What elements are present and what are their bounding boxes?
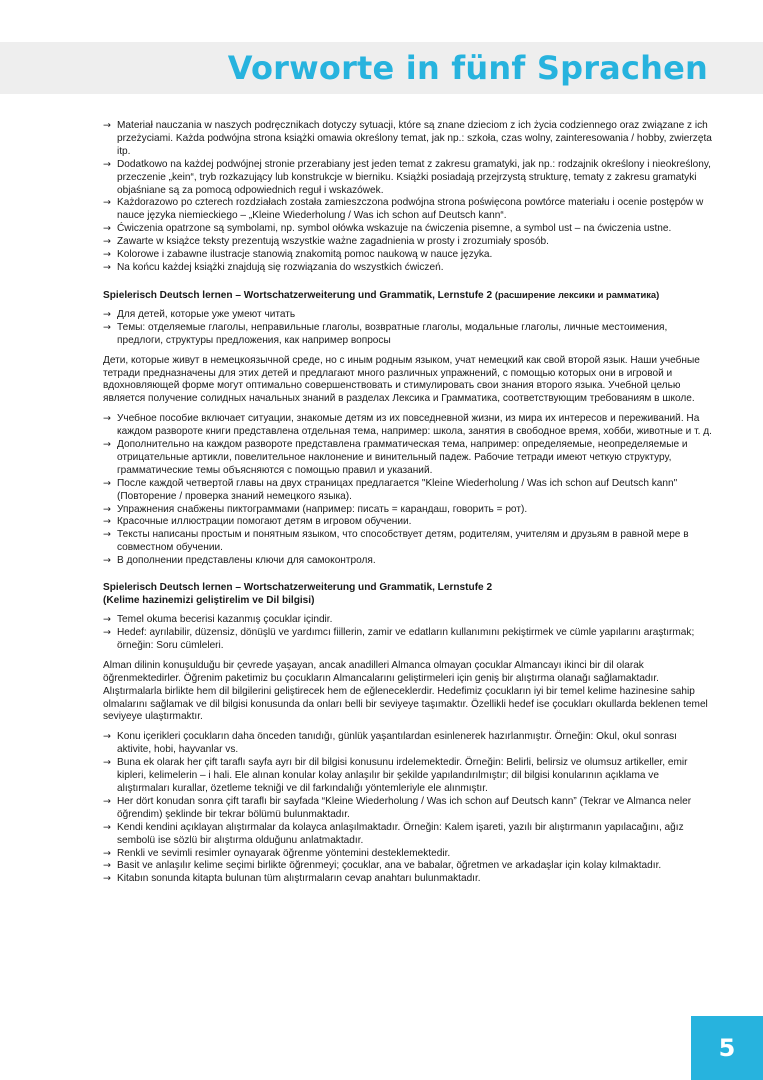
list-item [103,860,713,873]
list-item-text: Дополнительно на каждом развороте представлена грамматическая тема, например: определяемые, неопределяемые и отрицательные артикли, повелительное наклонение и винительный падеж. Рабочие тетради имеют четкую структуру, грамматические темы объясняются с помощью правил и указаний. [117,439,688,476]
list-item-text: Для детей, которые уже умеют читать [117,308,296,320]
arrow-icon: → [103,516,111,528]
arrow-icon: → [103,627,111,638]
list-item-text: Temel okuma becerisi kazanmış çocuklar içindir. [117,614,333,626]
arrow-icon: → [103,321,111,333]
arrow-icon: → [103,503,111,515]
russian-heading-subtitle: (расширение лексики и рамматика) [494,288,660,300]
list-item-text: Ćwiczenia opatrzone są symbolami, np. symbol ołówka wskazuje na ćwiczenia pisemne, a symbol ust – na ćwiczenia ustne. [117,223,672,235]
turkish-section-heading [103,581,713,607]
list-item [103,822,713,848]
list-item [103,197,713,223]
turkish-heading-title: Spielerisch Deutsch lernen – Wortschatzerweiterung und Grammatik, Lernstufe 2 [103,582,493,594]
list-item-text: Красочные иллюстрации помогают детям в игровом обучении. [117,516,412,528]
arrow-icon: → [103,120,111,131]
list-item [103,223,713,236]
arrow-icon: → [103,860,111,872]
list-item [103,614,713,627]
list-item [103,731,713,757]
list-item-text: Тексты написаны простым и понятным языком, что способствует детям, родителям, учителям и друзьям в равной мере в совместном обучении. [117,529,689,554]
list-item-text: Renkli ve sevimli resimler oynayarak öğrenme yöntemini desteklemektedir. [117,847,451,859]
arrow-icon: → [103,261,111,273]
list-item-text: Buna ek olarak her çift taraflı sayfa ayrı bir dil bilgisi konusunu irdelemektedir. Örneğin: Belirli, belirsiz ve olumsuz artikeller, emir kipleri, kelimelerin – i hali. Ele alınan konular kolay anlaşılır bir şekilde yapılandırılmıştır; dil bilgisi konularının açıklama ve alıştırmaları kurallar, özetleme tekniği ve dil farkındalığı yöntemleriyle ele alınmıştır. [117,757,688,794]
list-item-text: Kitabın sonunda kitapta bulunan tüm alıştırmaların cevap anahtarı bulunmaktadır. [117,873,481,885]
arrow-icon: → [103,308,111,320]
arrow-icon: → [103,413,111,425]
list-item [103,439,713,478]
russian-section-heading [103,288,713,302]
arrow-icon: → [103,236,111,248]
arrow-icon: → [103,249,111,261]
arrow-icon: → [103,197,111,209]
list-item [103,555,713,568]
list-item [103,478,713,504]
list-item [103,757,713,796]
list-item [103,322,713,348]
arrow-icon: → [103,477,111,489]
arrow-icon: → [103,555,111,567]
russian-heading-title: Spielerisch Deutsch lernen – Wortschatzerweiterung und Grammatik, Lernstufe 2 [103,289,493,301]
arrow-icon: → [103,731,111,743]
list-item-text: Kendi kendini açıklayan alıştırmalar da kolayca anlaşılmaktadır. Örneğin: Kalem işareti, yazılı bir alıştırmanın yapılacağını, ağız sembolü ise sözlü bir alıştırma olduğunu anlatmaktadır. [117,821,684,846]
arrow-icon: → [103,223,111,235]
list-item-text: Każdorazowo po czterech rozdziałach została zamieszczona podwójna strona poświęcona powtórce materiału i ocenie postępów w nauce języka niemieckiego – „Kleine Wiederholung / Was ich schon auf Deutsch kann“. [117,197,704,222]
turkish-heading-subtitle: (Kelime hazinemizi geliştirelim ve Dil bilgisi) [103,595,315,607]
turkish-intro-list [103,614,713,653]
arrow-icon: → [103,873,111,885]
list-item-text: Na końcu każdej książki znajdują się rozwiązania do wszystkich ćwiczeń. [117,261,444,273]
list-item-text: Basit ve anlaşılır kelime seçimi birlikte öğrenmeyi; çocuklar, ana ve babalar, öğretmen ve arkadaşlar için kolay kılmaktadır. [117,860,662,872]
arrow-icon: → [103,158,111,170]
arrow-icon: → [103,847,111,859]
list-item [103,796,713,822]
polish-bullet-list [103,120,713,275]
list-item-text: Zawarte w książce teksty prezentują wszystkie ważne zagadnienia w prosty i zrozumiały sposób. [117,236,549,248]
list-item [103,249,713,262]
list-item-text: После каждой четвертой главы на двух страницах предлагается "Kleine Wiederholung / Was ich schon auf Deutsch kann" (Повторение / проверка знаний немецкого языка). [117,477,678,502]
arrow-icon: → [103,614,111,626]
arrow-icon: → [103,795,111,807]
russian-intro-list [103,309,713,348]
list-item [103,309,713,322]
list-item [103,516,713,529]
arrow-icon: → [103,821,111,833]
list-item [103,848,713,861]
list-item-text: Materiał nauczania w naszych podręcznikach dotyczy sytuacji, które są znane dzieciom z ich życia codziennego oraz związane z ich przeżyciami. Każda podwójna strona książki omawia określony temat, jak np.: szkoła, czas wolny, zainteresowania / hobby, zwierzęta itp. [117,120,712,157]
list-item [103,529,713,555]
arrow-icon: → [103,529,111,541]
list-item-text: В дополнении представлены ключи для самоконтроля. [117,555,376,567]
arrow-icon: → [103,757,111,769]
page-title: Vorworte in fünf Sprachen [227,49,708,87]
list-item-text: Kolorowe i zabawne ilustracje stanowią znakomitą pomoc naukową w nauce języka. [117,249,493,261]
list-item [103,413,713,439]
list-item-text: Konu içerikleri çocukların daha önceden tanıdığı, günlük yaşantılardan esinlenerek hazırlanmıştır. Örneğin: Okul, okul sonrası aktivite, hobi, hayvanlar vs. [117,731,677,756]
list-item [103,236,713,249]
list-item [103,159,713,198]
page-content [103,120,713,886]
turkish-bullet-list [103,731,713,886]
list-item-text: Hedef: ayrılabilir, düzensiz, dönüşlü ve yardımcı fiillerin, zamir ve edatların kullanımını pekiştirmek ve cümle yapılarını araştırmak; örneğin: Soru cümleleri. [117,627,695,651]
turkish-paragraph: Alman dilinin konuşulduğu bir çevrede yaşayan, ancak anadilleri Almanca olmayan çocuklar Almancayı ikinci bir dil olarak öğrenmektedirler. Öğrenim paketimiz bu çocukların Almancalarını geliştirmeleri için geniş bir alıştırma olanağı sağlamaktadır. Alıştırmalarla birlikte hem dil bilgilerini geliştirecek hem de eğleneceklerdir. Hedefimiz çocukların iyi bir temel kelime hazinesine sahip olmalarını sağlamak ve dil bilgisi konusunda da onları belli bir seviyeye taşımaktır. Özellikli hedef ise çocukları okullarda beklenen temel seviyeye ulaştırmaktır. [103,659,708,723]
list-item-text: Темы: отделяемые глаголы, неправильные глаголы, возвратные глаголы, модальные глаголы, личные местоимения, предлоги, структуры предложения, как например вопросы [117,321,668,346]
russian-paragraph: Дети, которые живут в немецкоязычной среде, но с иным родным языком, учат немецкий как свой второй язык. Наши учебные тетради предназначены для этих детей и предлагают много различных упражнений, с помощью которых они в игровой и вдохновляющей форме могут оптимально совершенствовать и стимулировать свои знания второго языка. Учебной целью является получение солидных начальных знаний в разделах Лексика и Грамматика, соответствующим требованиям в школе. [103,354,700,405]
list-item-text: Dodatkowo na każdej podwójnej stronie przerabiany jest jeden temat z zakresu gramatyki, jak np.: rodzajnik określony i nieokreślony, przeczenie „kein“, tryb rozkazujący lub konstrukcje w bierniku. Książki posiadają przejrzystą strukturę, tematy z zakresu gramatyki objaśniane są za pomocą odpowiednich reguł i wskazówek. [117,158,711,196]
list-item-text: Her dört konudan sonra çift taraflı bir sayfada “Kleine Wiederholung / Was ich schon auf Deutsch kann” (Tekrar ve Almanca neler öğrendim) şeklinde bir tekrar bölümü bulunmaktadır. [117,795,692,820]
list-item-text: Упражнения снабжены пиктограммами (например: писать = карандаш, говорить = рот). [117,503,528,515]
list-item [103,120,713,159]
list-item [103,504,713,517]
list-item [103,873,713,886]
russian-bullet-list [103,413,713,568]
list-item-text: Учебное пособие включает ситуации, знакомые детям из их повседневной жизни, из мира их интересов и переживаний. На каждом развороте книги представлена отдельная тема, например: школа, занятия в свободное время, хобби, животные и т. д. [117,413,712,438]
page-number: 5 [718,1034,736,1062]
arrow-icon: → [103,439,111,451]
list-item [103,627,713,653]
list-item [103,262,713,275]
